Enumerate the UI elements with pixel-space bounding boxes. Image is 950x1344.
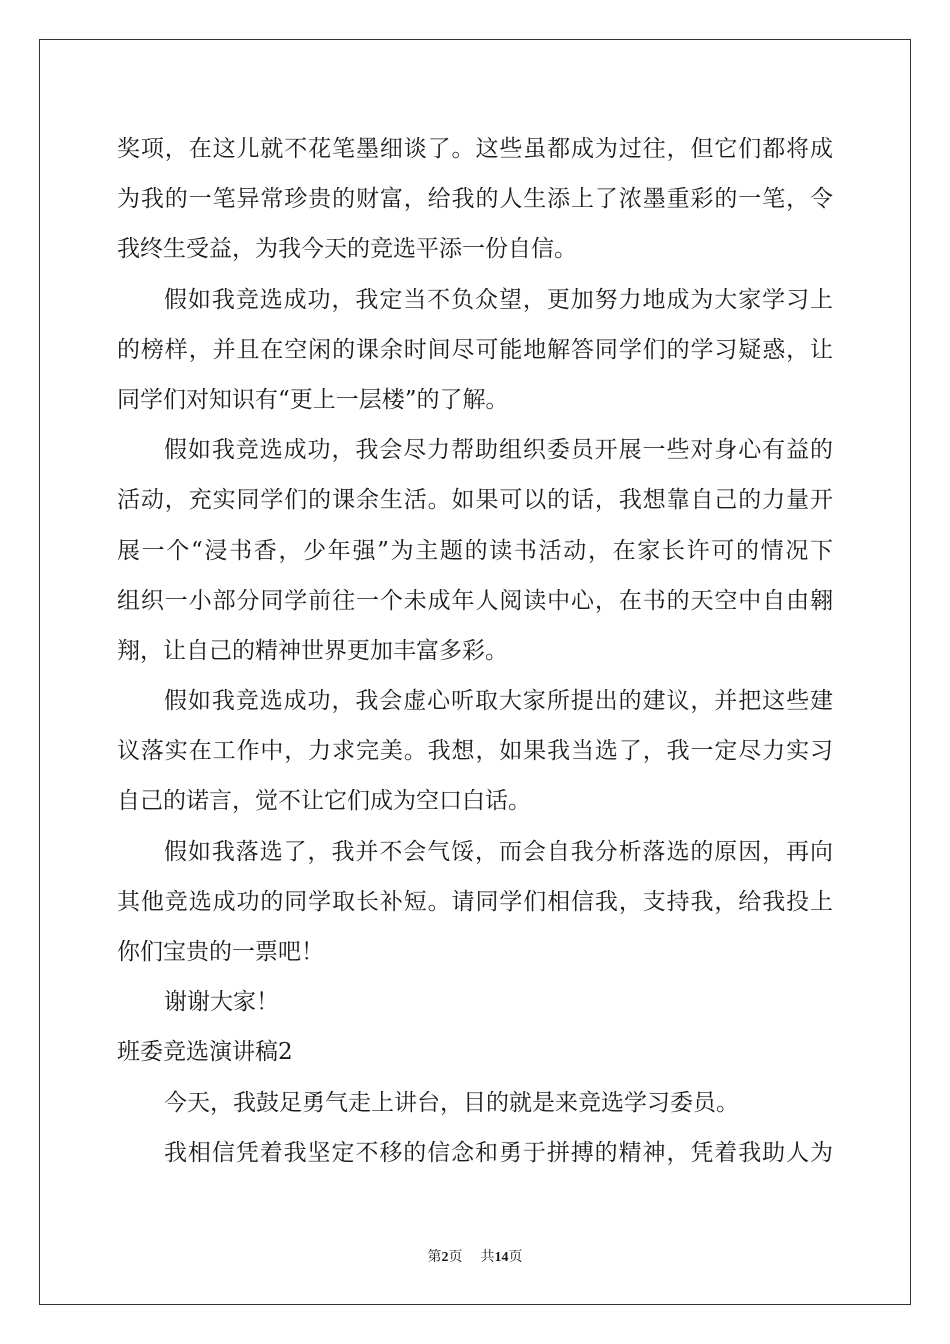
document-body (117, 124, 833, 1178)
text-line: 谢谢大家！ (164, 989, 279, 1016)
text-line: 我相信凭着我坚定不移的信念和勇于拼搏的精神，凭着我助人为 (164, 1139, 833, 1166)
total-pages: 14 (494, 1250, 509, 1265)
text-line: 你们宝贵的一票吧！ (117, 939, 324, 965)
text-line: 为我的一笔异常珍贵的财富，给我的人生添上了浓墨重彩的一笔，令 (117, 186, 833, 213)
page-prefix: 第 (427, 1249, 442, 1265)
total-prefix: 共 (480, 1249, 495, 1265)
text-line: 假如我落选了，我并不会气馁，而会自我分析落选的原因，再向 (164, 838, 833, 865)
text-line: 今天，我鼓足勇气走上讲台，目的就是来竞选学习委员。 (164, 1089, 739, 1116)
text-line: 展一个“浸书香，少年强”为主题的读书活动，在家长许可的情况下 (117, 537, 833, 564)
text-line: 其他竞选成功的同学取长补短。请同学们相信我，支持我，给我投上 (117, 888, 833, 915)
text-line: 组织一小部分同学前往一个未成年人阅读中心，在书的天空中自由翱 (117, 587, 833, 614)
total-suffix: 页 (508, 1249, 523, 1265)
text-line: 我终生受益，为我今天的竞选平添一份自信。 (117, 236, 577, 263)
text-line: 同学们对知识有“更上一层楼”的了解。 (117, 386, 509, 413)
text-line: 翔，让自己的精神世界更加丰富多彩。 (117, 637, 508, 664)
text-line: 假如我竞选成功，我会尽力帮助组织委员开展一些对身心有益的 (164, 437, 833, 464)
text-line: 议落实在工作中，力求完美。我想，如果我当选了，我一定尽力实习 (117, 738, 833, 765)
text-line: 自己的诺言，觉不让它们成为空口白话。 (117, 788, 531, 815)
page-footer (0, 1248, 950, 1267)
text-line: 班委竞选演讲稿2 (117, 1039, 293, 1066)
text-line: 假如我竞选成功，我定当不负众望，更加努力地成为大家学习上 (164, 286, 833, 313)
text-line: 奖项，在这儿就不花笔墨细谈了。这些虽都成为过往，但它们都将成 (117, 136, 833, 162)
text-line: 活动，充实同学们的课余生活。如果可以的话，我想靠自己的力量开 (117, 487, 833, 514)
page-number: 2 (441, 1250, 449, 1265)
text-line: 假如我竞选成功，我会虚心听取大家所提出的建议，并把这些建 (164, 688, 833, 715)
page-suffix: 页 (448, 1249, 463, 1265)
text-line: 的榜样，并且在空闲的课余时间尽可能地解答同学们的学习疑惑，让 (117, 336, 833, 363)
